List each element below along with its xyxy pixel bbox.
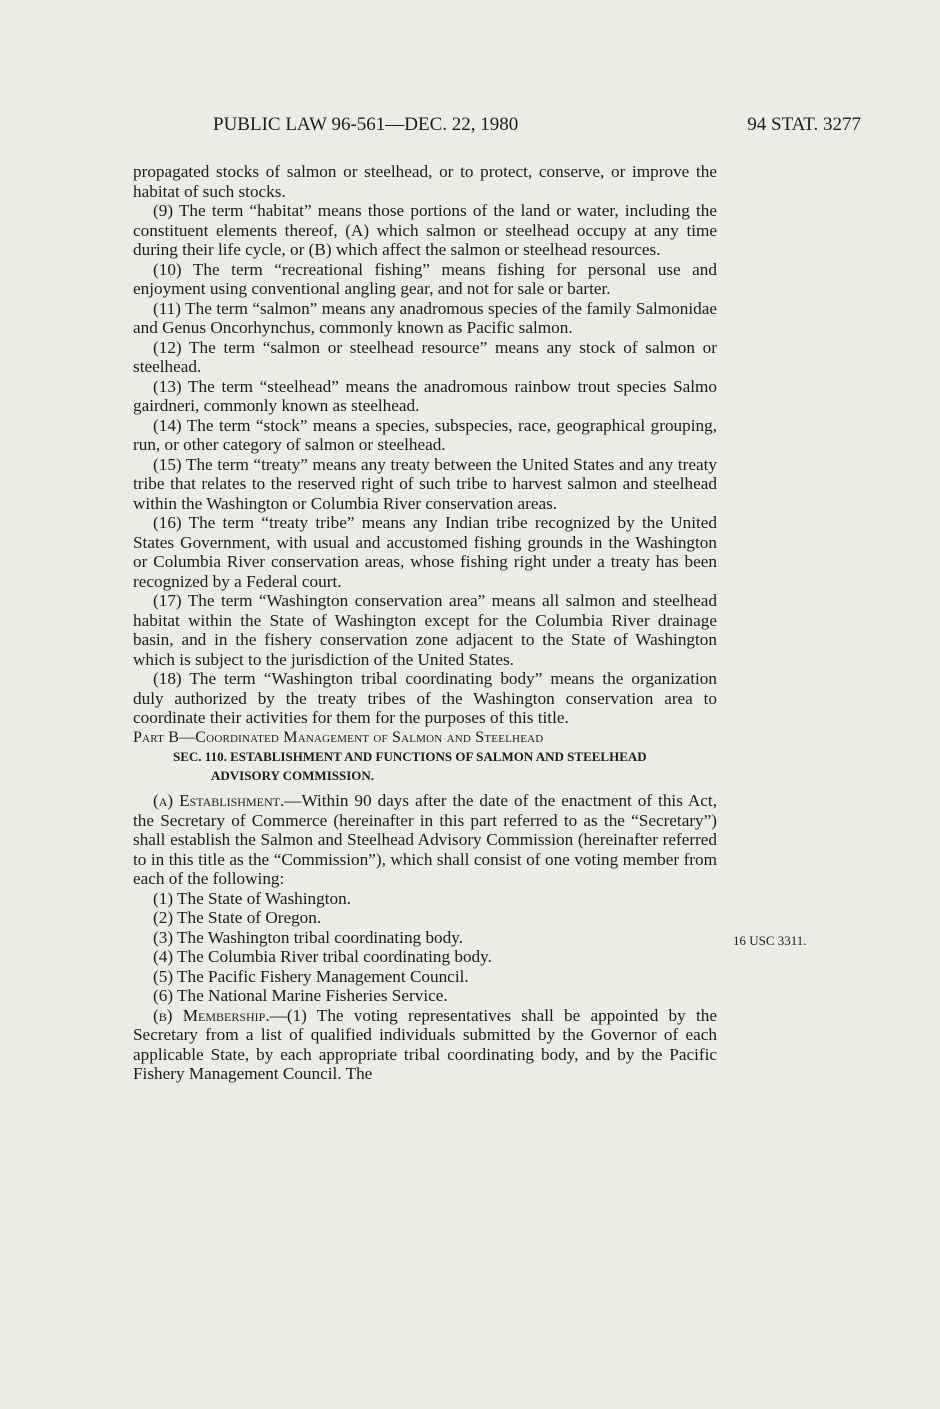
margin-note-usc: 16 USC 3311. [733, 933, 807, 948]
subsection-b-text: —(1) The voting representatives shall be appointed by the Secretary from a list of qualified individuals submitted by the Governor of each applicable State, by each appropriate tribal coordinating body, and by the Pacific Fishery Management Council. The [133, 1005, 717, 1083]
list-item: (5) The Pacific Fishery Management Council. [153, 966, 469, 986]
section-heading: SEC. 110. ESTABLISHMENT AND FUNCTIONS OF SALMON AND STEELHEAD ADVISORY COMMISSION. [173, 749, 647, 783]
paragraph-def-16: (16) The term “treaty tribe” means any Indian tribe recognized by the United States Government, with usual and accustomed fishing grounds in the Washington or Columbia River conservation areas, whose fishing right under a treaty has been recognized by a Federal court. [133, 513, 717, 591]
subsection-a-label: (a) Establishment. [153, 791, 285, 810]
paragraph-def-14: (14) The term “stock” means a species, subspecies, race, geographical grouping, run, or other category of salmon or steelhead. [133, 415, 717, 454]
paragraph-def-17: (17) The term “Washington conservation area” means all salmon and steelhead habitat within the State of Washington except for the Columbia River drainage basin, and in the fishery conservation zone adjacent to the State of Washington which is subject to the jurisdiction of the United States. [133, 591, 717, 669]
paragraph-def-13: (13) The term “steelhead” means the anadromous rainbow trout species Salmo gairdneri, commonly known as steelhead. [133, 376, 717, 415]
subsection-b-label: (b) Membership. [153, 1005, 270, 1025]
paragraph-def-9: (9) The term “habitat” means those portions of the land or water, including the constituent elements thereof, (A) which salmon or steelhead occupy at any time during their life cycle, or (B) which affect the salmon or steelhead resources. [133, 201, 717, 259]
paragraph-continuation: propagated stocks of salmon or steelhead, or to protect, conserve, or improve the habitat of such stocks. [133, 162, 717, 201]
list-item: (4) The Columbia River tribal coordinating body. [153, 947, 492, 966]
document-body [133, 162, 717, 1084]
subsection-a-text: —Within 90 days after the date of the enactment of this Act, the Secretary of Commerce (hereinafter in this part referred to as the “Secretary”) shall establish the Salmon and Steelhead Advisory Commission (hereinafter referred to in this title as the “Commission”), which shall consist of one voting member from each of the following: [133, 791, 718, 888]
paragraph-def-10: (10) The term “recreational fishing” means fishing for personal use and enjoyment using conventional angling gear, and not for sale or barter. [133, 259, 717, 298]
paragraph-def-11: (11) The term “salmon” means any anadromous species of the family Salmonidae and Genus Oncorhynchus, commonly known as Pacific salmon. [133, 298, 717, 337]
list-item: (2) The State of Oregon. [153, 908, 322, 927]
list-item: (3) The Washington tribal coordinating body. [153, 927, 464, 947]
header-title: PUBLIC LAW 96-561—DEC. 22, 1980 [213, 114, 519, 135]
list-item: (6) The National Marine Fisheries Service. [153, 986, 448, 1005]
paragraph-def-18: (18) The term “Washington tribal coordinating body” means the organization duly authorized by the treaty tribes of the Washington conservation area to coordinate their activities for them for the purposes of this title. [133, 669, 717, 727]
header-stat: 94 STAT. 3277 [747, 114, 861, 135]
list-item: (1) The State of Washington. [153, 888, 351, 908]
subsection-b [133, 1006, 717, 1084]
part-heading: Part B—Coordinated Management of Salmon and Steelhead [133, 728, 544, 746]
paragraph-def-12: (12) The term “salmon or steelhead resource” means any stock of salmon or steelhead. [133, 337, 717, 376]
paragraph-def-15: (15) The term “treaty” means any treaty between the United States and any treaty tribe that relates to the reserved right of such tribe to harvest salmon and steelhead within the Washington or Columbia River conservation areas. [133, 454, 717, 513]
subsection-a [133, 791, 717, 889]
